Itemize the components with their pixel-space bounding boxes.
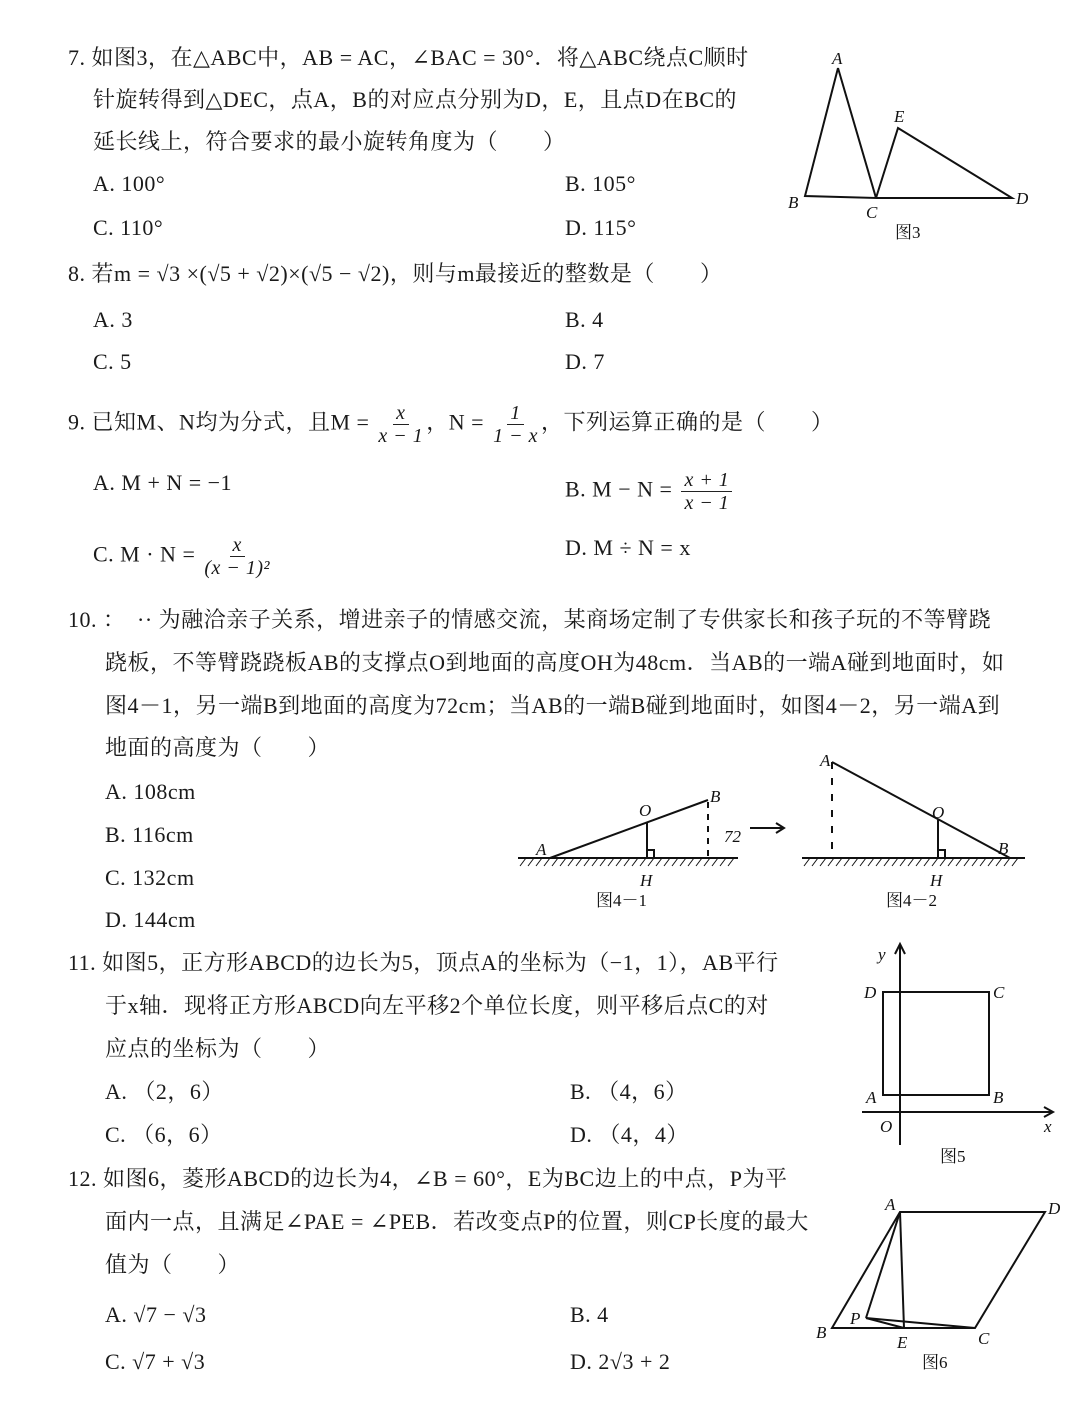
q10-option-c: C. 132cm bbox=[105, 865, 195, 890]
fig5-label-y: y bbox=[878, 945, 886, 964]
fig3-label-b: B bbox=[788, 193, 799, 212]
q11-option-b: B. （4，6） bbox=[570, 1079, 688, 1104]
q7-option-a: A. 100° bbox=[93, 171, 166, 196]
q12-option-b: B. 4 bbox=[570, 1302, 609, 1327]
q11-line-2: 于x轴．现将正方形ABCD向左平移2个单位长度，则平移后点C的对 bbox=[105, 993, 769, 1018]
q8-line: 8. 若m = √3 ×(√5 + √2)×(√5 − √2)，则与m最接近的整数是（ ） bbox=[68, 261, 723, 286]
fig6-label-a: A bbox=[885, 1195, 896, 1214]
fig3-label-e: E bbox=[894, 107, 905, 126]
q7-line-2: 针旋转得到△DEC，点A，B的对应点分别为D，E，且点D在BC的 bbox=[93, 87, 738, 112]
denominator: (x − 1)² bbox=[204, 557, 271, 579]
q10-option-a: A. 108cm bbox=[105, 779, 196, 804]
q11-option-d: D. （4，4） bbox=[570, 1122, 689, 1147]
q7-line-3: 延长线上，符合要求的最小旋转角度为（ ） bbox=[93, 129, 566, 154]
q11-line-3: 应点的坐标为（ ） bbox=[105, 1036, 331, 1061]
q12-line-2: 面内一点，且满足∠PAE = ∠PEB．若改变点P的位置，则CP长度的最大 bbox=[105, 1209, 809, 1234]
fig5-label-d: D bbox=[864, 983, 877, 1002]
q12-option-d: D. 2√3 + 2 bbox=[570, 1349, 671, 1374]
fig5-caption: 图5 bbox=[940, 1147, 966, 1166]
fig41-label-o: O bbox=[639, 801, 652, 820]
q7-option-c: C. 110° bbox=[93, 215, 164, 240]
fig42-label-h: H bbox=[930, 871, 943, 890]
denominator: x − 1 bbox=[378, 425, 424, 447]
q11-option-a: A. （2，6） bbox=[105, 1079, 224, 1104]
q7-option-b: B. 105° bbox=[565, 171, 636, 196]
fig5-label-o: O bbox=[880, 1117, 893, 1136]
q8-option-b: B. 4 bbox=[565, 307, 604, 332]
denominator: x − 1 bbox=[684, 492, 730, 514]
fig3-label-a: A bbox=[832, 49, 843, 68]
q10-line-1: 10. ： ·· 为融洽亲子关系，增进亲子的情感交流，某商场定制了专供家长和孩子玩的不等臂跷 bbox=[68, 607, 992, 632]
fig42-label-b: B bbox=[998, 839, 1009, 858]
q12-line-1: 12. 如图6，菱形ABCD的边长为4，∠B = 60°，E为BC边上的中点，P为平 bbox=[68, 1166, 788, 1191]
fig6-label-p: P bbox=[850, 1309, 861, 1328]
q9-option-d: D. M ÷ N = x bbox=[565, 535, 691, 560]
fig41-label-h: H bbox=[640, 871, 653, 890]
q12-option-c: C. √7 + √3 bbox=[105, 1349, 206, 1374]
q10-line-3: 图4－1，另一端B到地面的高度为72cm；当AB的一端B碰到地面时，如图4－2，另一端A到 bbox=[105, 693, 1001, 718]
fig5-label-c: C bbox=[993, 983, 1005, 1002]
fig5-label-x: x bbox=[1044, 1117, 1052, 1136]
q9-text-mid: ，N = bbox=[426, 409, 491, 435]
q10-option-d: D. 144cm bbox=[105, 907, 196, 932]
denominator: 1 − x bbox=[493, 425, 538, 447]
numerator: x bbox=[393, 402, 408, 425]
q12-line-3: 值为（ ） bbox=[105, 1252, 241, 1277]
fig6-label-e: E bbox=[897, 1333, 908, 1352]
fig41-label-b: B bbox=[710, 787, 721, 806]
q7-option-d: D. 115° bbox=[565, 215, 637, 240]
q12-option-a: A. √7 − √3 bbox=[105, 1302, 207, 1327]
numerator: 1 bbox=[507, 402, 524, 425]
fig42-label-a: A bbox=[820, 751, 831, 770]
numerator: x bbox=[230, 534, 245, 557]
q11-line-1: 11. 如图5，正方形ABCD的边长为5，顶点A的坐标为（−1，1），AB平行 bbox=[68, 950, 779, 975]
q8-option-a: A. 3 bbox=[93, 307, 133, 332]
fig6-label-b: B bbox=[816, 1323, 827, 1342]
fig3-caption: 图3 bbox=[895, 223, 921, 242]
numerator: x + 1 bbox=[681, 469, 732, 492]
q10-option-b: B. 116cm bbox=[105, 822, 194, 847]
fig41-label-a: A bbox=[536, 840, 547, 859]
q8-option-c: C. 5 bbox=[93, 349, 132, 374]
fig6-label-d: D bbox=[1048, 1199, 1061, 1218]
fig3-label-c: C bbox=[866, 203, 878, 222]
option-text: B. M − N = bbox=[565, 476, 679, 502]
fig42-caption: 图4－2 bbox=[886, 891, 937, 910]
q8-option-d: D. 7 bbox=[565, 349, 605, 374]
q10-line-2: 跷板，不等臂跷跷板AB的支撑点O到地面的高度OH为48cm．当AB的一端A碰到地面时，如 bbox=[105, 650, 1005, 675]
q9-option-a: A. M + N = −1 bbox=[93, 470, 233, 495]
option-text: C. M · N = bbox=[93, 541, 202, 567]
q11-option-c: C. （6，6） bbox=[105, 1122, 223, 1147]
fig5-label-b: B bbox=[993, 1088, 1004, 1107]
q9-text-pre: 9. 已知M、N均为分式，且M = bbox=[68, 409, 376, 435]
fig6-caption: 图6 bbox=[922, 1353, 948, 1372]
fig42-label-o: O bbox=[932, 803, 945, 822]
fig6-label-c: C bbox=[978, 1329, 990, 1348]
q7-line-1: 7. 如图3，在△ABC中，AB = AC，∠BAC = 30°．将△ABC绕点C顺时 bbox=[68, 45, 749, 70]
fig41-label-72: 72 bbox=[724, 827, 741, 846]
fig41-caption: 图4－1 bbox=[596, 891, 647, 910]
fig5-label-a: A bbox=[866, 1088, 877, 1107]
fig3-label-d: D bbox=[1016, 189, 1029, 208]
q9-text-post: ，下列运算正确的是（ ） bbox=[540, 409, 834, 435]
q10-line-4: 地面的高度为（ ） bbox=[105, 735, 331, 760]
